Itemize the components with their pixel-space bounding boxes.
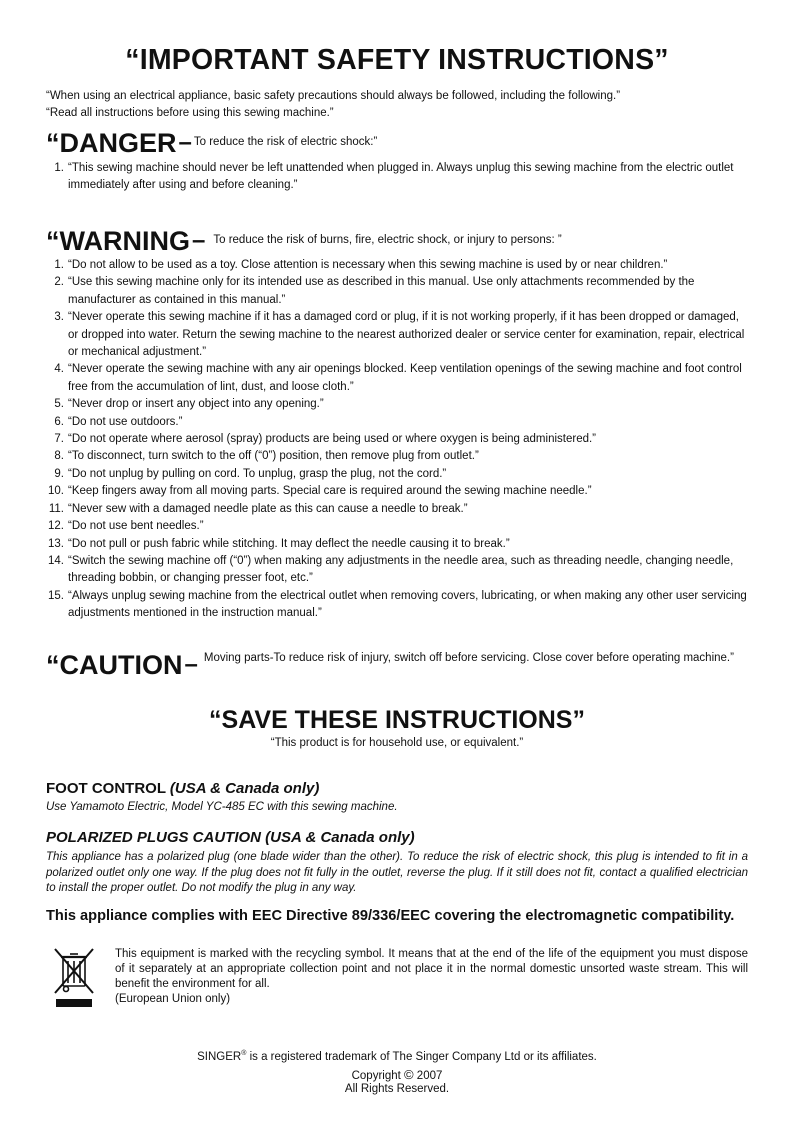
danger-item <box>46 160 748 195</box>
polarized-text: This appliance has a polarized plug (one blade wider than the other). To reduce the risk of electric shock, this plug is intended to fit in a polarized outlet only one way. If the plug does not fit fully in the outlet, reverse the plug. If it still does not fit, contact a qualified electrician to install the proper outlet. Do not modify the plug in any way. <box>46 851 748 894</box>
warning-item-text: “Keep fingers away from all moving parts. Special care is required around the sewing machine needle.” <box>68 485 592 498</box>
warning-item-number: 9. <box>54 467 64 480</box>
caution-dash: – <box>184 651 198 678</box>
danger-list <box>46 160 748 195</box>
warning-item <box>46 536 748 553</box>
danger-dash: – <box>178 129 192 156</box>
warning-item <box>46 518 748 535</box>
danger-heading-row <box>46 128 377 158</box>
warning-item-number: 13. <box>48 537 64 550</box>
warning-item-number: 14. <box>48 554 64 567</box>
warning-item-number: 3. <box>54 311 64 324</box>
warning-item-text: “Do not operate where aerosol (spray) products are being used or where oxygen is being administered.” <box>68 433 597 446</box>
warning-item-number: 5. <box>54 398 64 411</box>
recycling-text: This equipment is marked with the recycling symbol. It means that at the end of the life of the equipment you must dispose of it separately at an appropriate collection point and not place it in the normal domestic unsorted waste stream. This will benefit the environment for all. (European Union only) <box>115 948 748 1005</box>
caution-heading: “CAUTION <box>46 650 183 680</box>
warning-item-text: “Do not use bent needles.” <box>68 520 204 533</box>
warning-item <box>46 483 748 500</box>
copyright-icon: © <box>404 1067 414 1082</box>
warning-item-number: 7. <box>54 433 64 446</box>
caution-text: Moving parts-To reduce risk of injury, switch off before servicing. Close cover before operating machine.” <box>203 652 734 664</box>
warning-item-number: 15. <box>48 589 64 602</box>
warning-item-text: “Switch the sewing machine off (“0”) when making any adjustments in the needle area, such as threading needle, changing needle, threading bobbin, or changing presser foot, etc.” <box>68 554 734 585</box>
warning-heading: “WARNING <box>46 226 190 256</box>
warning-item-number: 2. <box>54 276 64 289</box>
warning-item-text: “Never operate this sewing machine if it has a damaged cord or plug, if it is not working properly, if it has been dropped or damaged, or dropped into water. Return the sewing machine to the nearest authorized dealer or service center for examination, repair, electrical or mechanical adjustment.” <box>68 311 745 359</box>
copyright-notice: Copyright © 2007 All Rights Reserved. <box>0 1068 794 1096</box>
save-heading: “SAVE THESE INSTRUCTIONS” <box>209 706 585 734</box>
foot-control-text: Use Yamamoto Electric, Model YC-485 EC with this sewing machine. <box>46 801 398 813</box>
recycling-note: (European Union only) <box>115 993 231 1005</box>
warning-item <box>46 448 748 465</box>
warning-item-text: “Do not use outdoors.” <box>68 415 183 428</box>
warning-item <box>46 588 748 623</box>
warning-item <box>46 466 748 483</box>
crossed-out-wheelie-bin-icon <box>52 946 96 1008</box>
save-subtitle: “This product is for household use, or equivalent.” <box>270 737 524 749</box>
warning-item-text: “Do not allow to be used as a toy. Close attention is necessary when this sewing machine is used by or near children.” <box>68 259 668 271</box>
warning-dash: – <box>192 227 206 254</box>
warning-item <box>46 361 748 396</box>
warning-list <box>46 257 748 623</box>
warning-item-text: “To disconnect, turn switch to the off (“0”) position, then remove plug from outlet.” <box>68 450 479 463</box>
warning-item <box>46 414 748 431</box>
caution-row <box>46 650 748 680</box>
polarized-heading: POLARIZED PLUGS CAUTION (USA & Canada only) <box>46 829 415 846</box>
warning-item <box>46 396 748 413</box>
warning-item-text: “Never operate the sewing machine with any air openings blocked. Keep ventilation openings of the sewing machine and foot control free from the accumulation of lint, dust, and loose cloth.” <box>68 363 742 393</box>
warning-item-text: “Do not unplug by pulling on cord. To unplug, grasp the plug, not the cord.” <box>68 467 447 480</box>
intro-line: “When using an electrical appliance, basic safety precautions should always be followed, including the following.” <box>46 90 621 102</box>
warning-item-text: “Always unplug sewing machine from the electrical outlet when removing covers, lubricating, or when making any other user servicing adjustments mentioned in the instruction manual.” <box>68 589 747 620</box>
warning-item <box>46 309 748 361</box>
warning-item <box>46 257 748 274</box>
trademark-notice: SINGER® is a registered trademark of The Singer Company Ltd or its affiliates. <box>197 1050 597 1063</box>
eec-compliance: This appliance complies with EEC Directive 89/336/EEC covering the electromagnetic compatibility. <box>46 908 735 924</box>
warning-item-text: “Use this sewing machine only for its intended use as described in this manual. Use only attachments recommended by the manufacturer as contained in this manual.” <box>68 276 695 306</box>
warning-item-number: 11. <box>48 502 64 515</box>
warning-item-number: 8. <box>54 450 64 463</box>
warning-item <box>46 274 748 309</box>
warning-item <box>46 431 748 448</box>
danger-item-number: 1. <box>54 162 64 174</box>
warning-item <box>46 553 748 588</box>
warning-item-number: 4. <box>54 363 64 376</box>
warning-item-text: “Never sew with a damaged needle plate as this can cause a needle to break.” <box>68 502 468 515</box>
warning-item-number: 10. <box>48 485 64 498</box>
danger-heading: “DANGER <box>46 128 177 158</box>
foot-control-heading: FOOT CONTROL (USA & Canada only) <box>46 780 320 797</box>
rights-reserved: All Rights Reserved. <box>344 1083 450 1095</box>
warning-item-text: “Do not pull or push fabric while stitching. It may deflect the needle causing it to break.” <box>68 537 510 550</box>
warning-item-number: 6. <box>54 415 64 428</box>
danger-item-text: “This sewing machine should never be left unattended when plugged in. Always unplug this sewing machine from the electric outlet immediately after using and before cleaning.” <box>68 162 734 192</box>
warning-heading-row <box>46 226 562 256</box>
intro-text <box>46 88 620 122</box>
warning-item-text: “Never drop or insert any object into any opening.” <box>68 398 324 411</box>
warning-item <box>46 501 748 518</box>
intro-line: “Read all instructions before using this sewing machine.” <box>46 107 334 119</box>
warning-item-number: 1. <box>54 259 64 271</box>
warning-note: To reduce the risk of burns, fire, electric shock, or injury to persons: ” <box>213 234 562 246</box>
danger-note: To reduce the risk of electric shock:” <box>193 136 378 148</box>
warning-item-number: 12. <box>48 520 64 533</box>
page-title: “IMPORTANT SAFETY INSTRUCTIONS” <box>125 44 669 76</box>
